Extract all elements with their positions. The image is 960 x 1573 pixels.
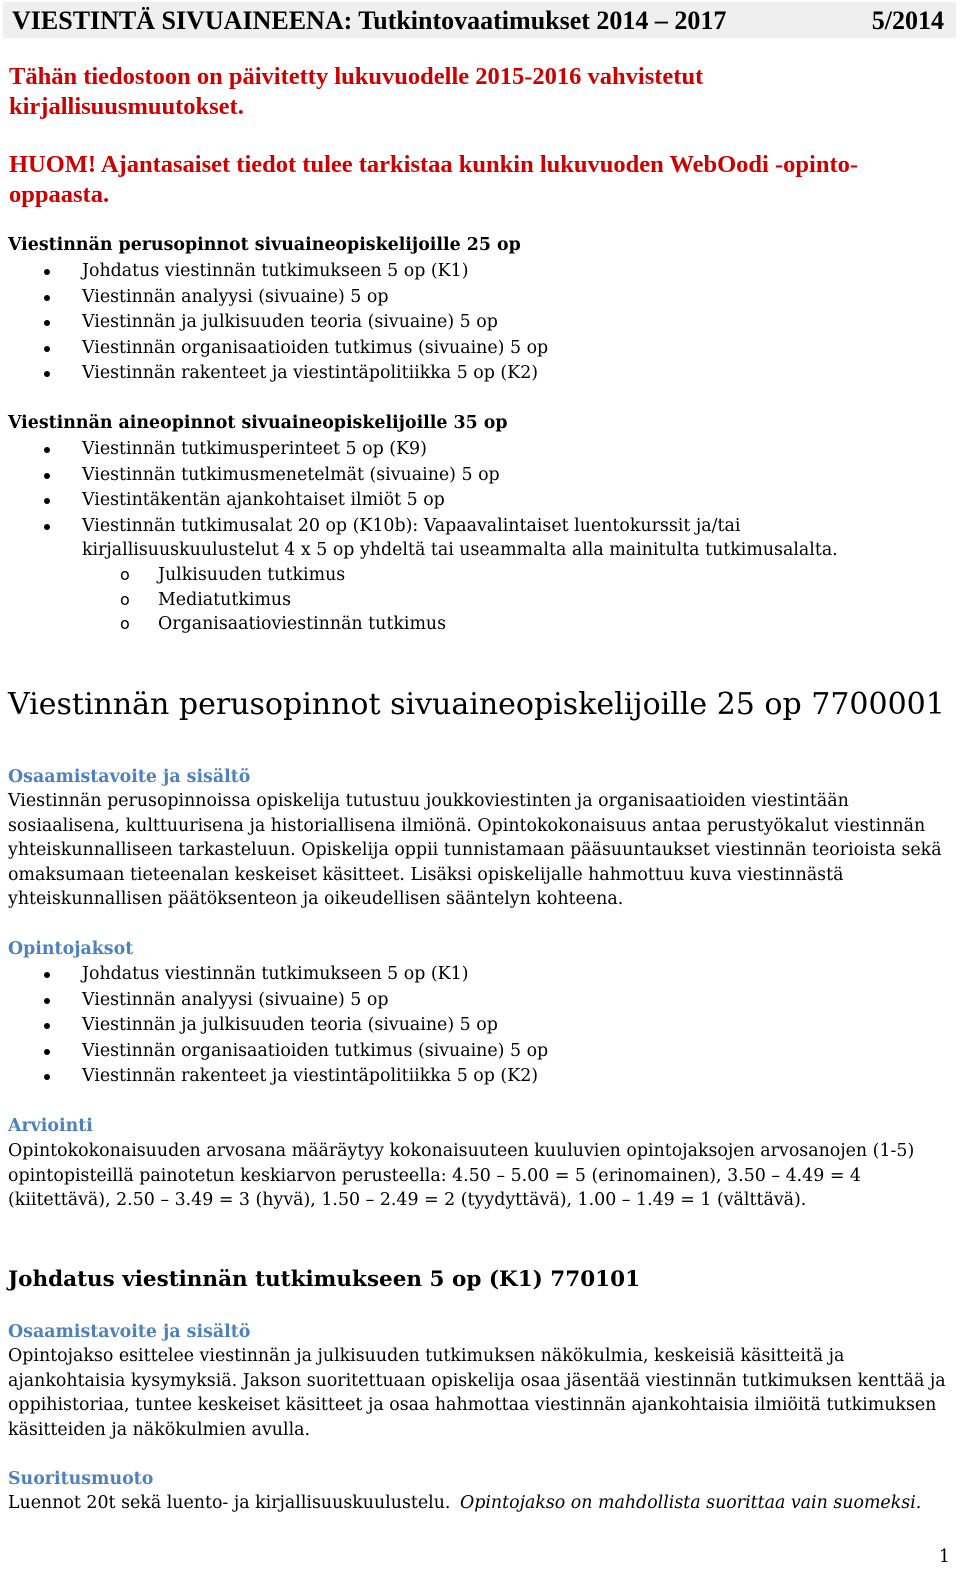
k1-section-title: Johdatus viestinnän tutkimukseen 5 op (K1) 770101 <box>8 1267 641 1292</box>
page-header <box>3 2 956 38</box>
list-item: Viestinnän rakenteet ja viestintäpolitiikka 5 op (K2) <box>0 1064 548 1090</box>
list-item: Viestinnän analyysi (sivuaine) 5 op <box>0 988 548 1014</box>
document-title: VIESTINTÄ SIVUAINEENA: Tutkintovaatimukset 2014 – 2017 <box>12 6 727 35</box>
list-item: Viestinnän tutkimusmenetelmät (sivuaine) 5 op <box>0 463 882 489</box>
format-heading: Suoritusmuoto <box>8 1469 154 1489</box>
perus-section-title: Viestinnän perusopinnot sivuaineopiskelijoille 25 op 7700001 <box>8 687 945 722</box>
k1-goal-text: Opintojakso esittelee viestinnän ja julkisuuden tutkimuksen näkökulmia, keskeisiä käsitteitä ja ajankohtaisia kysymyksiä. Jakson suoritettuaan opiskelija osaa jäsentää viestinnän tutkimuksen kenttää ja oppihistoriaa, tuntee keskeiset käsitteet ja osaa hahmottaa viestinnän ajankohtaisia ilmiöitä tutkimuksen käsitteiden ja näkökulmien avulla. <box>8 1346 946 1440</box>
list-item: Viestinnän rakenteet ja viestintäpolitiikka 5 op (K2) <box>0 361 548 387</box>
document-date: 5/2014 <box>871 6 944 35</box>
grading-heading: Arviointi <box>8 1116 93 1136</box>
sub-list-item: o Julkisuuden tutkimus <box>0 563 446 588</box>
list-item: Viestintäkentän ajankohtaiset ilmiöt 5 op <box>0 488 882 514</box>
aine-summary-list <box>0 437 882 563</box>
update-note: Tähän tiedostoon on päivitetty lukuvuodelle 2015-2016 vahvistetut kirjallisuusmuutokset. <box>9 63 704 120</box>
courses-heading: Opintojaksot <box>8 939 134 959</box>
perus-goal-heading: Osaamistavoite ja sisältö <box>8 767 251 787</box>
research-area-list <box>0 563 446 637</box>
format-note: Opintojakso on mahdollista suorittaa vain suomeksi. <box>459 1493 922 1513</box>
format-line <box>8 1491 921 1516</box>
sub-list-item: o Organisaatioviestinnän tutkimus <box>0 612 446 637</box>
list-item: Viestinnän organisaatioiden tutkimus (sivuaine) 5 op <box>0 336 548 362</box>
list-item: Viestinnän tutkimusalat 20 op (K10b): Vapaavalintaiset luentokurssit ja/tai kirjallisuuskuulustelut 4 x 5 op yhdeltä tai useammalta alla mainitulta tutkimusalalta. <box>0 514 882 563</box>
page-number: 1 <box>938 1547 950 1567</box>
list-item: Viestinnän tutkimusperinteet 5 op (K9) <box>0 437 882 463</box>
perus-summary-heading: Viestinnän perusopinnot sivuaineopiskelijoille 25 op <box>8 235 521 255</box>
grading-text: Opintokokonaisuuden arvosana määräytyy kokonaisuuteen kuuluvien opintojaksojen arvosanojen (1-5) opintopisteillä painotetun keskiarvon perusteella: 4.50 – 5.00 = 5 (erinomainen), 3.50 – 4.49 = 4 (kiitettävä), 2.50 – 3.49 = 3 (hyvä), 1.50 – 2.49 = 2 (tyydyttävä), 1.00 – 1.49 = 1 (välttävä). <box>8 1141 915 1211</box>
aine-summary-heading: Viestinnän aineopinnot sivuaineopiskelijoille 35 op <box>8 413 508 433</box>
huom-note: HUOM! Ajantasaiset tiedot tulee tarkistaa kunkin lukuvuoden WebOodi -opinto-oppaasta. <box>9 151 859 208</box>
perus-summary-list <box>0 259 548 387</box>
list-item: Viestinnän analyysi (sivuaine) 5 op <box>0 285 548 311</box>
list-item: Johdatus viestinnän tutkimukseen 5 op (K1) <box>0 962 548 988</box>
perus-goal-text: Viestinnän perusopinnoissa opiskelija tutustuu joukkoviestinten ja organisaatioiden viestintään sosiaalisena, kulttuurisena ja historiallisena ilmiönä. Opintokokonaisuus antaa perustyökalut viestinnän yhteiskunnalliseen tarkasteluun. Opiskelija oppii tunnistamaan pääsuuntaukset viestinnän teorioista sekä omaksumaan tieteenalan keskeiset käsitteet. Lisäksi opiskelijalle hahmottuu kuva viestinnästä yhteiskunnallisen päätöksenteon ja oikeudellisen sääntelyn kohteena. <box>8 791 942 910</box>
list-item: Viestinnän organisaatioiden tutkimus (sivuaine) 5 op <box>0 1039 548 1065</box>
format-text: Luennot 20t sekä luento- ja kirjallisuuskuulustelu. <box>8 1493 451 1513</box>
k1-goal-heading: Osaamistavoite ja sisältö <box>8 1322 251 1342</box>
courses-list <box>0 962 548 1090</box>
list-item: Viestinnän ja julkisuuden teoria (sivuaine) 5 op <box>0 310 548 336</box>
list-item: Viestinnän ja julkisuuden teoria (sivuaine) 5 op <box>0 1013 548 1039</box>
list-item: Johdatus viestinnän tutkimukseen 5 op (K1) <box>0 259 548 285</box>
sub-list-item: o Mediatutkimus <box>0 588 446 613</box>
